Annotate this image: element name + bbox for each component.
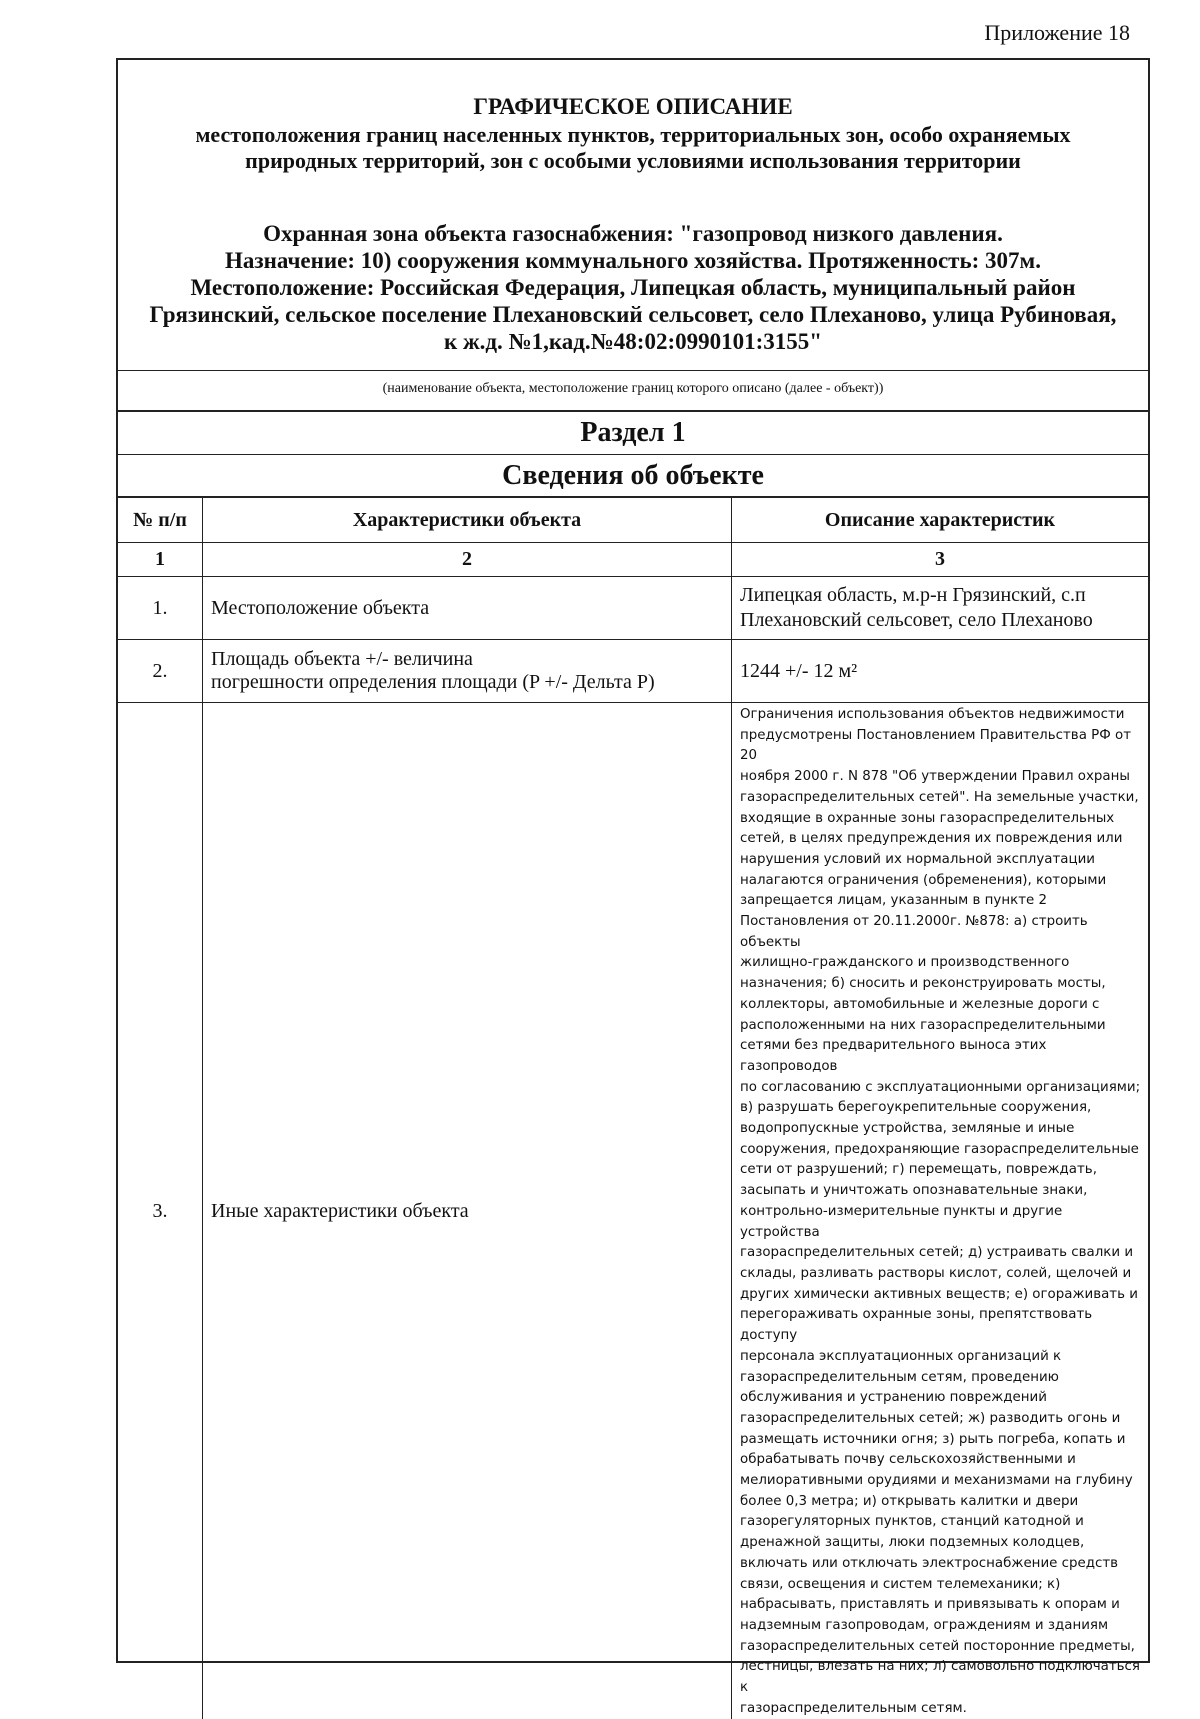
section-label: Раздел 1 <box>118 412 1148 454</box>
header-description: Описание характеристик <box>732 497 1149 543</box>
table-header-row <box>118 497 1148 543</box>
row-number: 2. <box>118 640 203 703</box>
row-characteristic: Иные характеристики объекта <box>203 703 732 1719</box>
section-title: Сведения об объекте <box>118 455 1148 496</box>
row-number: 3. <box>118 703 203 1719</box>
row-number: 1. <box>118 577 203 640</box>
object-description: Охранная зона объекта газоснабжения: "газопровод низкого давления. Назначение: 10) сооружения коммунального хозяйства. Протяженность: 307м. Местоположение: Российская Федерация, Липецкая область, муниципальный район Грязинский, сельское поселение Плехановский сельсовет, село Плеханово, улица Рубиновая, к ж.д. №1,кад.№48:02:0990101:3155" <box>124 220 1142 355</box>
row-value: Липецкая область, м.р-н Грязинский, с.п Плехановский сельсовет, село Плеханово <box>732 577 1149 640</box>
row-characteristic: Площадь объекта +/- величина погрешности определения площади (P +/- Дельта P) <box>203 640 732 703</box>
table-column-numbers-row <box>118 543 1148 577</box>
table-row <box>118 640 1148 703</box>
object-caption: (наименование объекта, местоположение границ которого описано (далее - объект)) <box>118 370 1148 408</box>
document-frame <box>116 58 1150 1663</box>
row-value: 1244 +/- 12 м² <box>732 640 1149 703</box>
table-row <box>118 703 1148 1719</box>
document-header <box>118 60 1148 370</box>
document-title: ГРАФИЧЕСКОЕ ОПИСАНИЕ <box>118 94 1148 120</box>
column-number: 3 <box>732 543 1149 577</box>
row-characteristic: Местоположение объекта <box>203 577 732 640</box>
column-number: 2 <box>203 543 732 577</box>
appendix-label: Приложение 18 <box>984 20 1130 46</box>
header-num: № п/п <box>118 497 203 543</box>
row-value-cell <box>732 703 1149 1719</box>
object-info-table <box>118 496 1148 1719</box>
column-number: 1 <box>118 543 203 577</box>
table-row <box>118 577 1148 640</box>
row-value: Ограничения использования объектов недвижимости предусмотрены Постановлением Правительства РФ от 20 ноября 2000 г. N 878 "Об утверждении Правил охраны газораспределительных сетей". На земельные участки, входящие в охранные зоны газораспределительных сетей, в целях предупреждения их повреждения или нарушения условий их нормальной эксплуатации налагаются ограничения (обременения), которыми запрещается лицам, указанным в пункте 2 Постановления от 20.11.2000г. №878: а) строить объекты жилищно-гражданского и производственного назначения; б) сносить и реконструировать мосты, коллекторы, автомобильные и железные дороги с расположенными на них газораспределительными сетями без предварительного выноса этих газопроводов по согласованию с эксплуатационными организациями; в) разрушать берегоукрепительные сооружения, водопропускные устройства, земляные и иные сооружения, предохраняющие газораспределительные сети от разрушений; г) перемещать, повреждать, засыпать и уничтожать опознавательные знаки, контрольно-измерительные пункты и другие устройства газораспределительных сетей; д) устраивать свалки и склады, разливать растворы кислот, солей, щелочей и других химически активных веществ; е) огораживать и перегораживать охранные зоны, препятствовать доступу персонала эксплуатационных организаций к газораспределительным сетям, проведению обслуживания и устранению повреждений газораспределительных сетей; ж) разводить огонь и размещать источники огня; з) рыть погреба, копать и обрабатывать почву сельскохозяйственными и мелиоративными орудиями и механизмами на глубину более 0,3 метра; и) открывать калитки и двери газорегуляторных пунктов, станций катодной и дренажной защиты, люки подземных колодцев, включать или отключать электроснабжение средств связи, освещения и систем телемеханики; к) набрасывать, приставлять и привязывать к опорам и надземным газопроводам, ограждениям и зданиям газораспределительных сетей посторонние предметы, лестницы, влезать на них; л) самовольно подключаться к газораспределительным сетям. <box>740 705 1144 1719</box>
header-characteristic: Характеристики объекта <box>203 497 732 543</box>
document-subtitle: местоположения границ населенных пунктов, территориальных зон, особо охраняемых природных территорий, зон с особыми условиями использования территории <box>118 122 1148 174</box>
